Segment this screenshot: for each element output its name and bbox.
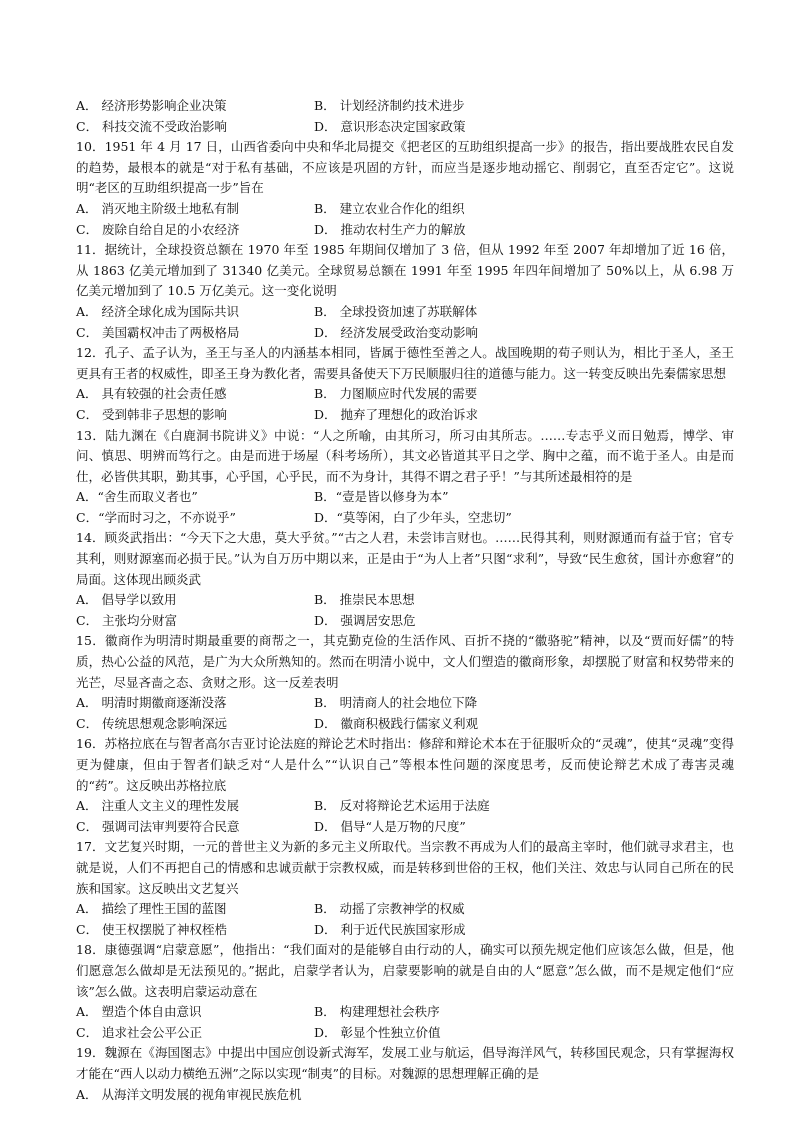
- option-a[interactable]: A．“舍生而取义者也”: [76, 489, 198, 505]
- question-10: [76, 137, 734, 240]
- option-a[interactable]: A． 经济形势影响企业决策: [76, 98, 227, 113]
- question-stem: 14．顾炎武指出：“今天下之大患，莫大乎贫。”“古之人君，未尝讳言财也。……民得其利，则财源通而有益于官；官专其利，则财源塞而必损于民。”认为自万历中期以来，正是由于“为人上者”只图“求利”，导致“民生愈贫，国计亦愈窘”的局面。这体现出顾炎武: [76, 530, 734, 587]
- option-b[interactable]: B． 动摇了宗教神学的权威: [314, 901, 465, 917]
- question-options: [76, 1085, 734, 1106]
- option-a[interactable]: A． 塑造个体自由意识: [76, 1004, 202, 1020]
- option-c[interactable]: C． 追求社会公平公正: [76, 1024, 203, 1040]
- option-a[interactable]: A． 从海洋文明发展的视角审视民族危机: [76, 1086, 302, 1102]
- option-d[interactable]: D． 强调居安思危: [314, 612, 416, 628]
- option-b[interactable]: B． 反对将辩论艺术运用于法庭: [314, 798, 490, 814]
- question-16: [76, 734, 734, 837]
- question-options: [76, 899, 734, 940]
- option-c[interactable]: C． 主张均分财富: [76, 612, 178, 628]
- option-d[interactable]: D． 经济发展受政治变动影响: [314, 324, 478, 340]
- option-b[interactable]: B．“壹是皆以修身为本”: [314, 489, 449, 505]
- option-a[interactable]: A． 消灭地主阶级土地私有制: [76, 200, 240, 216]
- question-options: [76, 590, 734, 631]
- question-18: [76, 940, 734, 1043]
- option-d[interactable]: D． 推动农村生产力的解放: [314, 221, 466, 237]
- option-a[interactable]: A． 倡导学以致用: [76, 592, 177, 608]
- option-a[interactable]: A． 具有较强的社会责任感: [76, 386, 227, 402]
- question-options: [76, 199, 734, 240]
- question-stem: 16．苏格拉底在与智者高尔吉亚讨论法庭的辩论艺术时指出：修辞和辩论术本在于征服听众的“灵魂”，使其“灵魂”变得更为健康，但由于智者们缺乏对“人是什么”“认识自己”等根本性问题的深度思考，反而使论辩艺术成了毒害灵魂的“药”。这反映出苏格拉底: [76, 736, 734, 793]
- option-b[interactable]: B． 推崇民本思想: [314, 592, 415, 608]
- question-stem: 10．1951 年 4 月 17 日，山西省委向中央和华北局提交《把老区的互助组织提高一步》的报告，指出要战胜农民自发的趋势，最根本的就是“对于私有基础，不应该是巩固的方针，而应当是逐步地动摇它、削弱它，直至否定它”。这说明“老区的互助组织提高一步”旨在: [76, 139, 734, 196]
- option-d[interactable]: D． 徽商积极践行儒家义利观: [314, 715, 478, 731]
- option-d[interactable]: D． 利于近代民族国家形成: [314, 921, 466, 937]
- option-a[interactable]: A． 注重人文主义的理性发展: [76, 798, 240, 814]
- question-stem: 18．康德强调“启蒙意愿”，他指出：“我们面对的是能够自由行动的人，确实可以预先规定他们应该怎么做，但是，他们愿意怎么做却是无法预见的。”据此，启蒙学者认为，启蒙要影响的就是自由的人“愿意”怎么做，而不是规定他们“应该”怎么做。这表明启蒙运动意在: [76, 942, 734, 999]
- option-b[interactable]: B． 全球投资加速了苏联解体: [314, 303, 478, 319]
- question-19: [76, 1043, 734, 1105]
- question-options: [76, 1002, 734, 1043]
- question-options: [76, 487, 734, 528]
- option-a[interactable]: A． 描绘了理性王国的蓝图: [76, 901, 227, 917]
- question-11: [76, 240, 734, 343]
- question-options: [76, 693, 734, 734]
- option-c[interactable]: C． 使王权摆脱了神权桎梏: [76, 921, 228, 937]
- option-c[interactable]: C．“学而时习之，不亦说乎”: [76, 509, 236, 525]
- option-b[interactable]: B． 力图顺应时代发展的需要: [314, 386, 478, 402]
- option-d[interactable]: D． 意识形态决定国家政策: [314, 118, 466, 134]
- option-c[interactable]: C． 强调司法审判要符合民意: [76, 818, 240, 834]
- option-b[interactable]: B． 计划经济制约技术进步: [314, 98, 465, 113]
- option-c[interactable]: C． 受到韩非子思想的影响: [76, 406, 228, 422]
- option-b[interactable]: B． 建立农业合作化的组织: [314, 200, 465, 216]
- question-stem: 11．据统计，全球投资总额在 1970 年至 1985 年期间仅增加了 3 倍，但从 1992 年至 2007 年却增加了近 16 倍，从 1863 亿美元增加到了 31340 亿美元。全球贸易总额在 1991 年至 1995 年四年间增加了 50%以上，从 6.98 万亿美元增加到了 10.5 万亿美元。这一变化说明: [76, 242, 734, 299]
- option-d[interactable]: D． 彰显个性独立价值: [314, 1024, 441, 1040]
- option-c[interactable]: C． 科技交流不受政治影响: [76, 118, 228, 134]
- option-d[interactable]: D． 抛弃了理想化的政治诉求: [314, 406, 478, 422]
- option-c[interactable]: C． 传统思想观念影响深远: [76, 715, 228, 731]
- question-13: [76, 426, 734, 529]
- pre-options: [76, 96, 734, 137]
- option-d[interactable]: D． 倡导“人是万物的尺度”: [314, 818, 466, 834]
- question-stem: 13．陆九渊在《白鹿洞书院讲义》中说：“人之所喻，由其所习，所习由其所志。……专志乎义而日勉焉，博学、审问、慎思、明辨而笃行之。由是而进于场屋（科考场所），其文必皆道其平日之学、胸中之蕴，而不诡于圣人。由是而仕，必皆供其职，勤其事，心乎国，心乎民，而不为身计，其得不谓之君子乎！”与其所述最相符的是: [76, 427, 734, 484]
- question-stem: 12．孔子、孟子认为，圣王与圣人的内涵基本相同，皆属于德性至善之人。战国晚期的荀子则认为，相比于圣人，圣王更具有王者的权威性，即圣王身为教化者，需要具备使天下万民顺服归往的道德与能力。这一转变反映出先秦儒家思想: [76, 345, 734, 381]
- question-options: [76, 302, 734, 343]
- question-14: [76, 528, 734, 631]
- question-stem: 17．文艺复兴时期，一元的普世主义为新的多元主义所取代。当宗教不再成为人们的最高主宰时，他们就寻求君主，也就是说，人们不再把自己的情感和忠诚贡献于宗教权威，而是转移到世俗的王权，他们关注、效忠与认同自己所在的民族和国家。这反映出文艺复兴: [76, 839, 734, 896]
- question-17: [76, 837, 734, 940]
- option-b[interactable]: B． 构建理想社会秩序: [314, 1004, 440, 1020]
- question-stem: 19．魏源在《海国图志》中提出中国应创设新式海军，发展工业与航运，倡导海洋风气，转移国民观念，只有掌握海权才能在“西人以动力横绝五洲”之际以实现“制夷”的目标。对魏源的思想理解正确的是: [76, 1045, 734, 1081]
- option-b[interactable]: B． 明清商人的社会地位下降: [314, 695, 478, 711]
- question-options: [76, 384, 734, 425]
- question-options: [76, 796, 734, 837]
- option-a[interactable]: A． 经济全球化成为国际共识: [76, 303, 240, 319]
- question-15: [76, 631, 734, 734]
- option-d[interactable]: D．“莫等闲，白了少年头，空悲切”: [314, 509, 512, 525]
- question-12: [76, 343, 734, 425]
- option-c[interactable]: C． 美国霸权冲击了两极格局: [76, 324, 240, 340]
- option-a[interactable]: A． 明清时期徽商逐渐没落: [76, 695, 227, 711]
- option-c[interactable]: C． 废除自给自足的小农经济: [76, 221, 240, 237]
- question-stem: 15．徽商作为明清时期最重要的商帮之一，其克勤克俭的生活作风、百折不挠的“徽骆驼”精神，以及“贾而好儒”的特质，热心公益的风范，是广为大众所熟知的。然而在明清小说中，文人们塑造的徽商形象，却摆脱了财富和权势带来的光芒，尽显吝啬之态、贪财之形。这一反差表明: [76, 633, 734, 690]
